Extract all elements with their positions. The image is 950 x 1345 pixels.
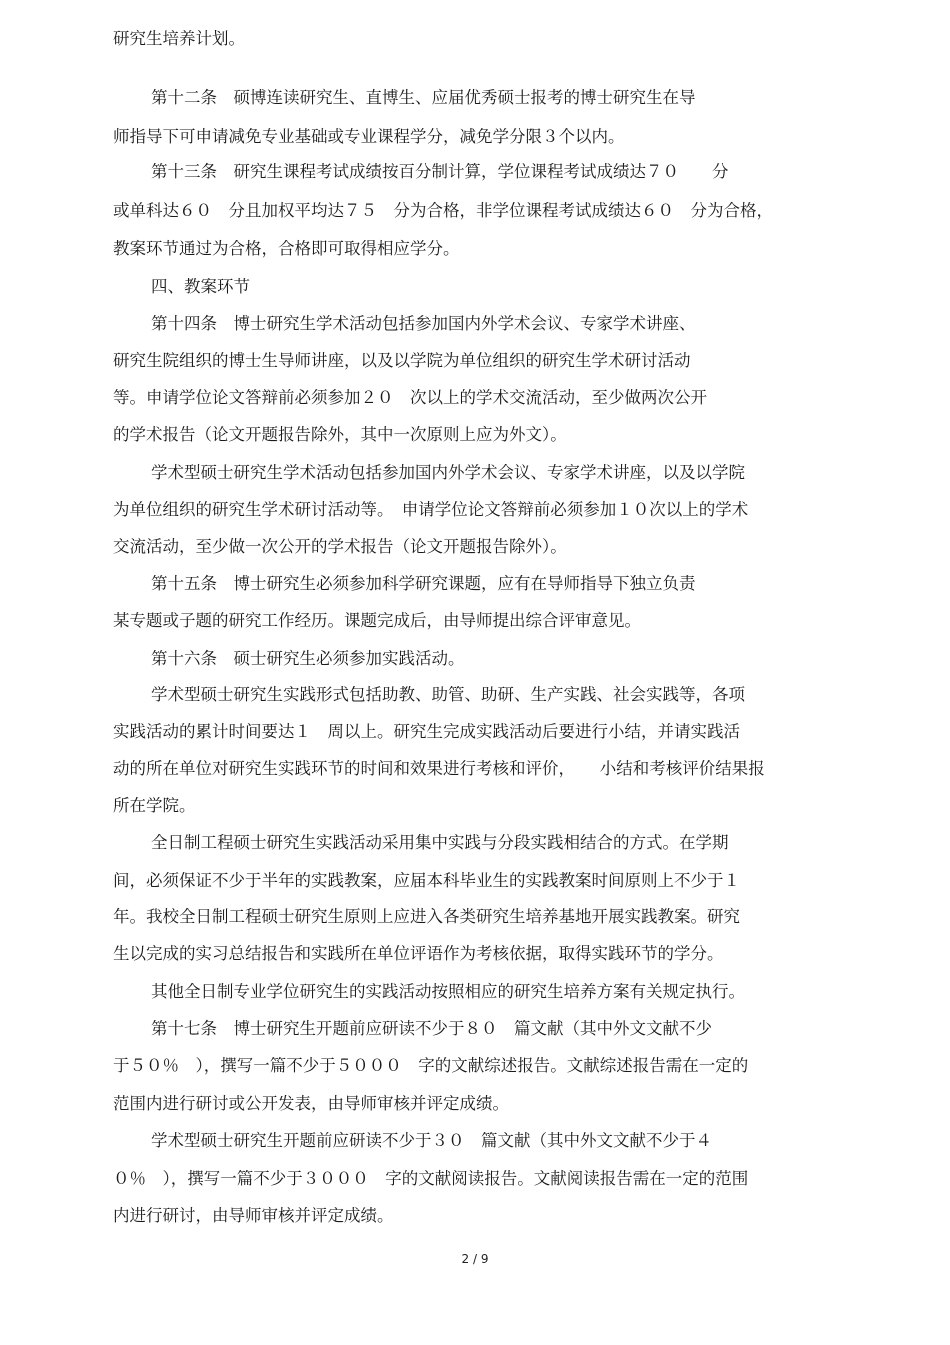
text-line: 学术型硕士研究生开题前应研读不少于３０ 篇文献（其中外文文献不少于４ bbox=[151, 1131, 712, 1150]
text-line: 某专题或子题的研究工作经历。课题完成后，由导师提出综合评审意见。 bbox=[113, 611, 641, 630]
text-line: 的学术报告（论文开题报告除外，其中一次原则上应为外文）。 bbox=[113, 425, 567, 444]
page-number: 2 / 9 bbox=[461, 1252, 489, 1266]
text-line: 年。我校全日制工程硕士研究生原则上应进入各类研究生培养基地开展实践教案。研究 bbox=[113, 907, 740, 926]
text-line: 教案环节通过为合格，合格即可取得相应学分。 bbox=[113, 239, 460, 258]
text-line: 所在学院。 bbox=[113, 796, 196, 815]
text-line: 生以完成的实习总结报告和实践所在单位评语作为考核依据，取得实践环节的学分。 bbox=[113, 944, 724, 963]
text-line: 全日制工程硕士研究生实践活动采用集中实践与分段实践相结合的方式。在学期 bbox=[151, 833, 729, 852]
text-line: 第十六条 硕士研究生必须参加实践活动。 bbox=[151, 649, 465, 668]
section-heading: 四、教案环节 bbox=[151, 277, 250, 296]
text-line: 第十七条 博士研究生开题前应研读不少于８０ 篇文献（其中外文文献不少 bbox=[151, 1019, 712, 1038]
text-line: 研究生院组织的博士生导师讲座，以及以学院为单位组织的研究生学术研讨活动 bbox=[113, 351, 691, 370]
text-line: 第十二条 硕博连读研究生、直博生、应届优秀硕士报考的博士研究生在导 bbox=[151, 88, 696, 107]
text-line: 交流活动，至少做一次公开的学术报告（论文开题报告除外）。 bbox=[113, 537, 567, 556]
text-line: 其他全日制专业学位研究生的实践活动按照相应的研究生培养方案有关规定执行。 bbox=[151, 982, 745, 1001]
text-line: 实践活动的累计时间要达１ 周以上。研究生完成实践活动后要进行小结，并请实践活 bbox=[113, 722, 740, 741]
text-line: ０％ ），撰写一篇不少于３０００ 字的文献阅读报告。文献阅读报告需在一定的范围 bbox=[113, 1169, 749, 1188]
text-line: 动的所在单位对研究生实践环节的时间和效果进行考核和评价， 小结和考核评价结果报 bbox=[113, 759, 765, 778]
text-line: 第十五条 博士研究生必须参加科学研究课题，应有在导师指导下独立负责 bbox=[151, 574, 696, 593]
text-line: 研究生培养计划。 bbox=[113, 29, 245, 48]
text-line: 为单位组织的研究生学术研讨活动等。 申请学位论文答辩前必须参加１０次以上的学术 bbox=[113, 500, 749, 519]
text-line: 或单科达６０ 分且加权平均达７５ 分为合格，非学位课程考试成绩达６０ 分为合格， bbox=[113, 201, 773, 220]
text-line: 学术型硕士研究生实践形式包括助教、助管、助研、生产实践、社会实践等，各项 bbox=[151, 685, 745, 704]
text-line: 学术型硕士研究生学术活动包括参加国内外学术会议、专家学术讲座，以及以学院 bbox=[151, 463, 745, 482]
text-line: 第十四条 博士研究生学术活动包括参加国内外学术会议、专家学术讲座、 bbox=[151, 314, 696, 333]
text-line: 等。申请学位论文答辩前必须参加２０ 次以上的学术交流活动，至少做两次公开 bbox=[113, 388, 707, 407]
text-line: 师指导下可申请减免专业基础或专业课程学分，减免学分限３个以内。 bbox=[113, 127, 625, 146]
text-line: 第十三条 研究生课程考试成绩按百分制计算，学位课程考试成绩达７０ 分 bbox=[151, 162, 729, 181]
text-line: 范围内进行研讨或公开发表，由导师审核并评定成绩。 bbox=[113, 1094, 509, 1113]
text-line: 于５０％ ），撰写一篇不少于５０００ 字的文献综述报告。文献综述报告需在一定的 bbox=[113, 1056, 749, 1075]
text-line: 内进行研讨，由导师审核并评定成绩。 bbox=[113, 1206, 394, 1225]
text-line: 间，必须保证不少于半年的实践教案，应届本科毕业生的实践教案时间原则上不少于１ bbox=[113, 871, 740, 890]
